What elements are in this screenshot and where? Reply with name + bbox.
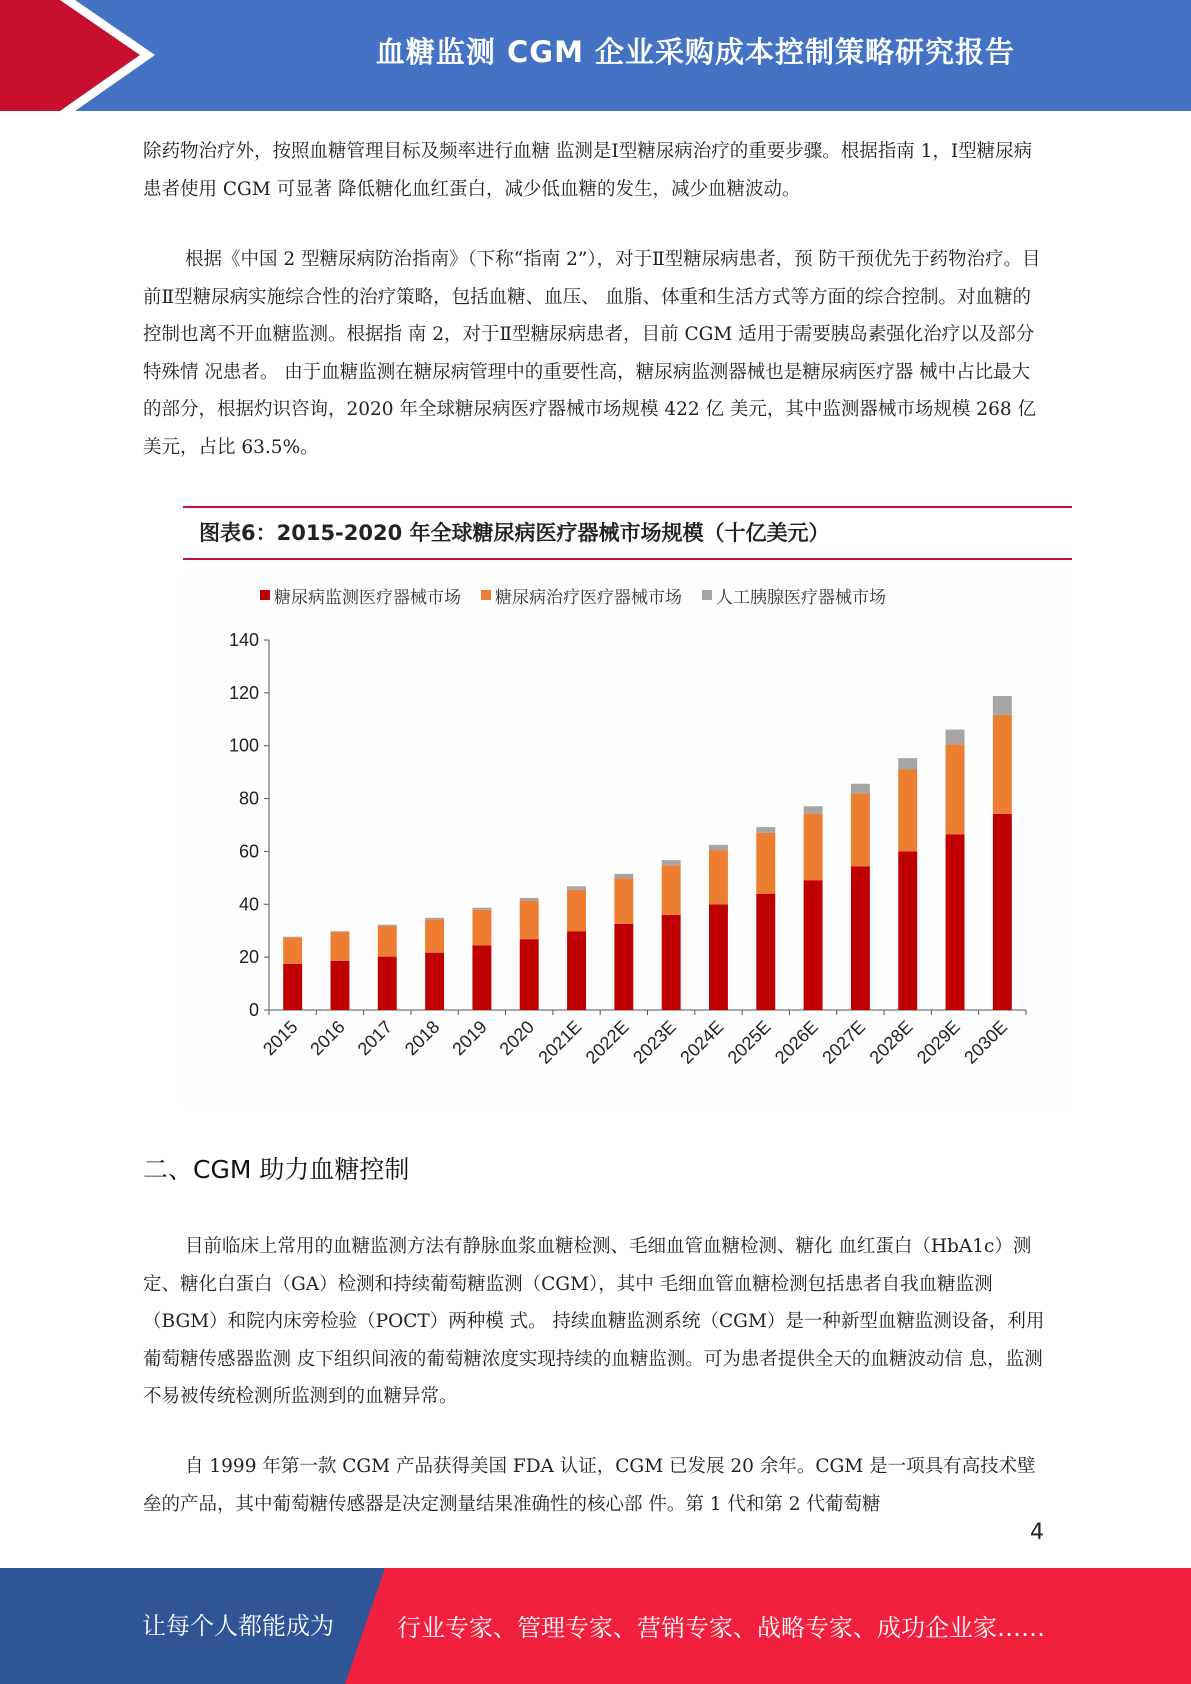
bar-segment-treatment [804,814,823,881]
x-tick-label: 2027E [818,1016,870,1068]
page-footer [0,1568,1191,1684]
x-tick-label: 2019 [448,1016,491,1060]
x-tick-label: 2016 [306,1016,349,1060]
y-tick-label: 40 [238,894,259,915]
legend-item-monitoring [260,583,461,607]
y-tick-label: 100 [228,735,259,756]
footer-slogan-left: 让每个人都能成为 [142,1612,334,1640]
bar-segment-treatment [283,937,302,963]
legend-item-treatment [481,583,682,607]
bar-segment-artificial-pancreas [756,827,775,833]
legend-label-monitoring: 糖尿病监测医疗器械市场 [274,587,461,608]
bar-segment-treatment [709,850,728,904]
chart-title-bar [183,506,1072,560]
chart-legend [260,583,886,607]
bar-segment-artificial-pancreas [331,931,350,932]
legend-item-artificial-pancreas [702,583,886,607]
bar-segment-treatment [425,919,444,952]
bar-segment-artificial-pancreas [283,937,302,938]
bar-segment-treatment [946,744,965,834]
bar-segment-monitoring [756,894,775,1010]
page-number: 4 [1030,1520,1044,1545]
x-tick-label: 2028E [865,1016,917,1068]
paragraph-3: 目前临床上常用的血糖监测方法有静脉血浆血糖检测、毛细血管血糖检测、糖化 血红蛋白（HbA1c）测定、糖化白蛋白（GA）检测和持续葡萄糖监测（CGM），其中 毛细血管血糖检测包括患者自我血糖监测（BGM）和院内床旁检验（POCT）两种模 式。 持续血糖监测系统（CGM）是一种新型血糖监测设备，利用葡萄糖传感器监测 皮下组织间液的葡萄糖浓度实现持续的血糖监测。可为患者提供全天的血糖波动信 息，监测不易被传统检测所监测到的血糖异常。 [143,1236,1045,1407]
paragraph-1: 除药物治疗外，按照血糖管理目标及频率进行血糖 监测是Ⅰ型糖尿病治疗的重要步骤。根据指南 1，Ⅰ型糖尿病患者使用 CGM 可显著 降低糖化血红蛋白，减少低血糖的发生，减少血糖波动。 [143,141,1033,200]
x-tick-label: 2021E [534,1016,586,1068]
legend-swatch-treatment [481,590,491,600]
x-tick-label: 2018 [400,1016,444,1060]
bar-segment-artificial-pancreas [378,925,397,926]
x-tick-label: 2017 [353,1016,397,1060]
bar-segment-monitoring [804,881,823,1011]
bar-segment-monitoring [851,866,870,1010]
bar-segment-treatment [567,890,586,932]
bar-segment-artificial-pancreas [804,806,823,813]
bar-segment-treatment [662,865,681,915]
bar-segment-monitoring [662,915,681,1010]
y-tick-label: 80 [238,788,259,809]
bar-segment-monitoring [378,957,397,1010]
report-title: 血糖监测 CGM 企业采购成本控制策略研究报告 [375,34,1016,69]
bar-segment-treatment [851,793,870,866]
bar-segment-artificial-pancreas [520,898,539,901]
bar-segment-treatment [993,715,1012,814]
bar-segment-artificial-pancreas [898,758,917,769]
x-tick-label: 2015 [259,1016,302,1060]
section-heading: 二、CGM 助力血糖控制 [143,1155,410,1184]
bar-segment-treatment [520,901,539,940]
legend-swatch-artificial-pancreas [702,590,712,600]
bar-segment-monitoring [709,904,728,1010]
bar-segment-artificial-pancreas [425,918,444,920]
page-header [0,0,1191,111]
legend-label-artificial-pancreas: 人工胰腺医疗器械市场 [716,587,886,608]
bar-segment-artificial-pancreas [472,908,491,910]
stacked-bar-chart [183,575,1072,1105]
footer-slogan-right: 行业专家、管理专家、营销专家、战略专家、成功企业家…… [397,1614,1045,1642]
bar-segment-artificial-pancreas [567,886,586,889]
bar-segment-monitoring [472,946,491,1010]
bar-segment-artificial-pancreas [993,696,1012,715]
y-tick-label: 0 [248,1000,259,1020]
bar-segment-monitoring [331,961,350,1010]
bar-segment-monitoring [520,939,539,1010]
x-tick-label: 2026E [770,1016,822,1068]
bar-segment-treatment [378,926,397,957]
paragraph-2: 根据《中国 2 型糖尿病防治指南》（下称“指南 2”），对于Ⅱ型糖尿病患者，预 防干预优先于药物治疗。目前Ⅱ型糖尿病实施综合性的治疗策略，包括血糖、血压、 血脂、体重和生活方式等方面的综合控制。对血糖的控制也离不开血糖监测。根据指 南 2，对于Ⅱ型糖尿病患者，目前 CGM 适用于需要胰岛素强化治疗以及部分特殊情 况患者。 由于血糖监测在糖尿病管理中的重要性高，糖尿病监测器械也是糖尿病医疗器 械中占比最大的部分，根据灼识咨询，2020 年全球糖尿病医疗器械市场规模 422 亿 美元，其中监测器械市场规模 268 亿美元，占比 63.5%。 [143,249,1041,458]
x-tick-label: 2029E [912,1016,964,1068]
bar-segment-monitoring [567,932,586,1010]
x-tick-label: 2020 [495,1016,539,1060]
bar-segment-monitoring [425,953,444,1010]
bar-segment-treatment [472,910,491,946]
y-tick-label: 20 [238,947,259,968]
x-tick-label: 2024E [676,1016,728,1068]
chart-area [183,575,1072,1105]
bar-segment-artificial-pancreas [662,860,681,865]
bar-segment-artificial-pancreas [614,874,633,878]
bar-segment-monitoring [614,924,633,1010]
legend-label-treatment: 糖尿病治疗医疗器械市场 [495,587,682,608]
bar-segment-monitoring [898,851,917,1010]
bar-segment-artificial-pancreas [709,845,728,850]
legend-swatch-monitoring [260,590,270,600]
y-tick-label: 120 [228,682,259,703]
bar-segment-artificial-pancreas [851,784,870,794]
bar-segment-monitoring [283,964,302,1010]
paragraph-4: 自 1999 年第一款 CGM 产品获得美国 FDA 认证，CGM 已发展 20 余年。CGM 是一项具有高技术壁垒的产品，其中葡萄糖传感器是决定测量结果准确性的核心部 件。第 1 代和第 2 代葡萄糖 [143,1456,1036,1515]
x-tick-label: 2022E [581,1016,633,1068]
bar-segment-artificial-pancreas [946,730,965,745]
x-tick-label: 2025E [723,1016,775,1068]
x-tick-label: 2023E [629,1016,680,1068]
bar-segment-monitoring [993,814,1012,1010]
bar-segment-treatment [756,833,775,894]
y-tick-label: 60 [238,841,259,862]
y-tick-label: 140 [228,630,259,650]
bar-segment-treatment [614,878,633,924]
chart-title: 图表6：2015-2020 年全球糖尿病医疗器械市场规模（十亿美元） [199,521,830,545]
bar-segment-treatment [898,770,917,852]
x-tick-label: 2030E [960,1016,1012,1068]
bar-segment-treatment [331,932,350,961]
bar-segment-monitoring [946,834,965,1010]
